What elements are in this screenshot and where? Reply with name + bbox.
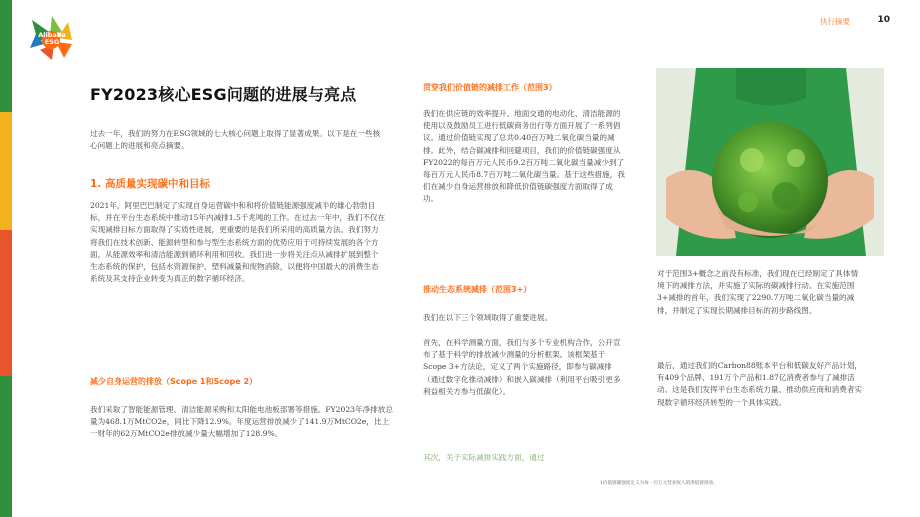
middle-body-intro: 我们在以下三个领域取得了重要进展。	[423, 313, 553, 322]
side-stripe-yellow	[0, 112, 12, 230]
middle-body-second: 其次，关于实际减排实践方面，通过	[423, 453, 545, 462]
middle-body-first: 首先，在科学测量方面，我们与多个专业机构合作，公开宣布了基于科学的排放减少测量的分析框架。该框架基于Scope 3+方法论，定义了两个实施路径，即参与碳减排（通过数字化推动减排）和嵌入碳减排（利用平台吸引更多利益相关方参与低碳化）。	[423, 338, 621, 396]
hands-holding-globe-icon	[656, 68, 884, 256]
subsection-heading: 减少自身运营的排放（Scope 1和Scope 2）	[90, 377, 258, 386]
right-body-1: 对于范围3+概念之前没有标准，我们现在已经制定了具体情境下的减排方法，并实施了实际的碳减排行动。在实施范围3+减排的首年，我们实现了2290.7万吨二氧化碳当量的减排，并制定了实现长期减排目标的初步路线图。	[657, 269, 859, 315]
footnote: 1价值链碳强度定义为每一百万元营业收入的净值链排放。	[600, 481, 718, 486]
subsection-body: 我们采取了智能能源管理、清洁能源采购和太阳能电池板部署等措施。FY2023年净排放总量为468.1万MtCO2e，同比下降12.9%。年度运营排放减少了141.9万MtCO2e，比上一财年的62万MtCO2e排放减少量大幅增加了128.9%。	[90, 405, 393, 439]
section-label: 执行摘要	[820, 17, 850, 26]
middle-heading-scope3plus: 推动生态系统减排（范围3+）	[423, 285, 532, 294]
right-body-2: 最后，通过我们的Carbon88账本平台和低碳友好产品计划，有409个品牌、191万个产品和1.87亿消费者参与了减排活动。这是我们发挥平台生态系统力量、推动供应商和消费者实现数字循环经济转型的一个具体实践。	[657, 361, 863, 407]
moss-globe-photo	[656, 68, 884, 256]
section1-body: 2021年，阿里巴巴制定了实现自身运营碳中和和将价值链能源强度减半的雄心勃勃目标，并在平台生态系统中推动15年内减排1.5千兆吨的工作。在过去一年中，我们不仅在实现减排目标方面取得了实质性进展，更重要的是我们所采用的高质量方法。我们努力将我们在技术创新、能源转型和参与型生态系统方面的优势应用于可持续发展的各个方面，从能源效率和清洁能源到循环利用和回收。我们进一步将关注点从减排扩展到整个生态系统的保护，包括水资源保护、塑料减量和废物消除，以便将中国最大的消费生态系统及其支持企业转变为真正的数字循环经济。	[90, 201, 386, 284]
logo-text: Alibaba ESG	[38, 31, 66, 46]
side-stripe-green-bottom	[0, 376, 12, 517]
side-stripe-green-top	[0, 0, 12, 112]
middle-body-scope3: 我们在供应链的效率提升、地面交通的电动化、清洁能源的使用以及鼓励员工进行低碳商务出行等方面开展了一系列倡议。通过价值链实现了总共0.40百万吨二氧化碳当量的减排。此外，结合碳减排和回避项目，我们的价值链碳强度从FY2022的每百万元人民币9.2百万吨二氧化碳当量减少到了每百万元人民币8.7百万吨二氧化碳当量。基于这些措施，我们在减少自身运营排放和降低价值链碳强度方面取得了成功。	[423, 109, 625, 204]
page-title: FY2023核心ESG问题的进展与亮点	[90, 85, 357, 104]
page-number: 10	[877, 15, 890, 25]
intro-paragraph: 过去一年，我们的努力在ESG领域的七大核心问题上取得了显著成果。以下是在一些核心问题上的进展和亮点摘要。	[90, 129, 381, 151]
middle-heading-scope3: 贯穿我们价值链的减排工作（范围3）	[423, 83, 557, 92]
section1-heading: 1. 高质量实现碳中和目标	[90, 178, 210, 190]
side-stripe-red	[0, 230, 12, 376]
